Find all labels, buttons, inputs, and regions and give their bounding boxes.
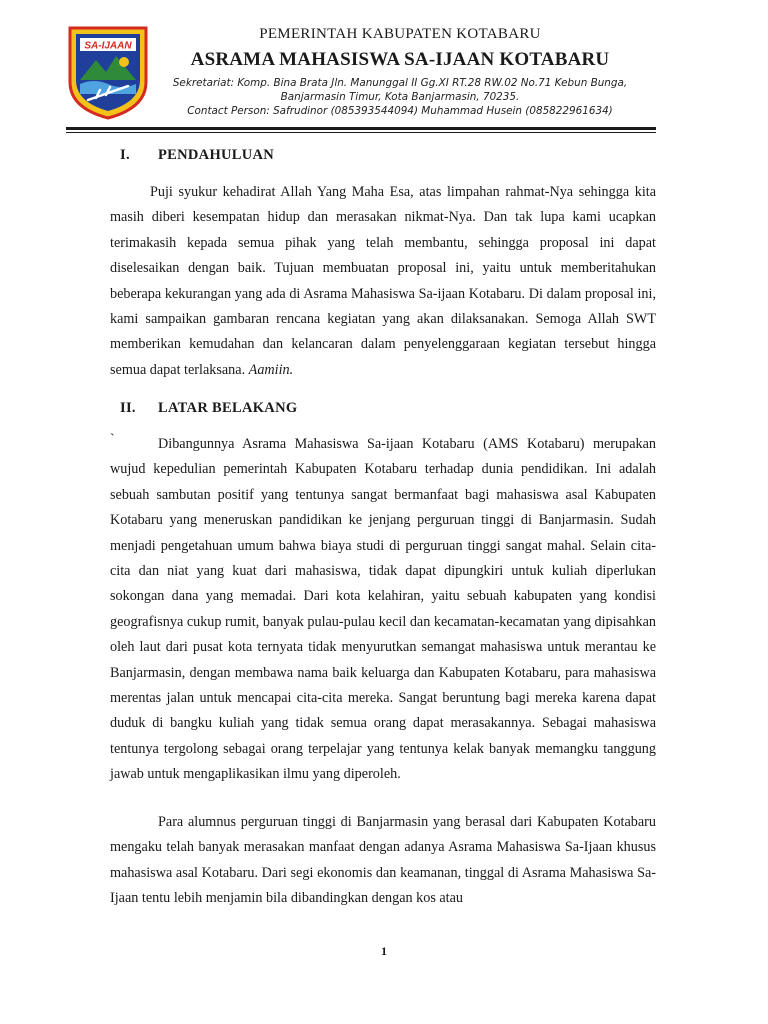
paragraph-pendahuluan	[110, 180, 656, 383]
page-number: 1	[381, 944, 387, 958]
letterhead-rule-thick	[66, 127, 656, 130]
paragraph-text: Puji syukur kehadirat Allah Yang Maha Esa, atas limpahan rahmat-Nya sehingga kita masih diberi kesempatan hidup dan merasakan nikmat-Nya. Dan tak lupa kami ucapkan terimakasih kepada semua pihak yang telah membantu, sehingga proposal ini dapat diselesaikan dengan baik. Tujuan membuatan proposal ini, yaitu untuk memberitahukan beberapa kekurangan yang ada di Asrama Mahasiswa Sa-ijaan Kotabaru. Di dalam proposal ini, kami sampaikan gambaran rencana kegiatan yang akan dilaksanakan. Semoga Allah SWT memberikan kemudahan dan kelancaran dalam penyelenggaraan kegiatan tersebut hingga semua dapat terlaksana.	[110, 184, 656, 378]
closing-word: Aamiin.	[248, 361, 294, 378]
government-title: PEMERINTAH KABUPATEN KOTABARU	[259, 26, 541, 42]
logo-text: SA-IJAAN	[84, 40, 132, 52]
section-number: I.	[120, 147, 130, 163]
stray-mark: `	[110, 432, 115, 447]
letterhead	[150, 26, 650, 118]
letterhead-rule-thin	[66, 132, 656, 133]
section-number: II.	[120, 400, 136, 416]
address-line-2: Banjarmasin Timur, Kota Banjarmasin, 70235.	[280, 91, 520, 103]
section-title: PENDAHULUAN	[158, 147, 275, 163]
section-title: LATAR BELAKANG	[158, 400, 298, 416]
organization-title: ASRAMA MAHASISWA SA-IJAAN KOTABARU	[190, 49, 610, 70]
paragraph-latar-belakang-2: Para alumnus perguruan tinggi di Banjarmasin yang berasal dari Kabupaten Kotabaru mengaku telah banyak merasakan manfaat dengan adanya Asrama Mahasiswa Sa-Ijaan khusus mahasiswa asal Kotabaru. Dari segi ekonomis dan keamanan, tinggal di Asrama Mahasiswa Sa-Ijaan tentu lebih menjamin bila dibandingkan dengan kos atau	[110, 814, 656, 907]
paragraph-latar-belakang-1: Dibangunnya Asrama Mahasiswa Sa-ijaan Kotabaru (AMS Kotabaru) merupakan wujud kepedulian pemerintah Kabupaten Kotabaru terhadap dunia pendidikan. Ini adalah sebuah sambutan positif yang tentunya sangat bermanfaat bagi mahasiswa asal Kabupaten Kotabaru yang meneruskan pandidikan ke jenjang perguruan tinggi di Banjarmasin. Sudah menjadi pengetahuan umum bahwa biaya studi di perguruan tinggi sangat mahal. Selain cita-cita dan niat yang kuat dari mahasiswa, tidak dapat dipungkiri untuk kuliah diperlukan sokongan dana yang memadai. Dari kota kelahiran, yaitu sebuah kabupaten yang kondisi geografisnya cukup rumit, banyak pulau-pulau kecil dan kecamatan-kecamatan yang dipisahkan oleh laut dari pusat kota ternyata tidak menyurutkan semangat mahasiswa untuk merantau ke Banjarmasin, dengan membawa nama baik keluarga dan Kabupaten Kotabaru, para mahasiswa merentas jalan untuk mencapai cita-cita mereka. Sangat beruntung bagi mereka karena dapat duduk di bangku kuliah yang tidak semua orang dapat merasakannya. Sebagai mahasiswa tentunya tergolong sebagai orang terpelajar yang tentunya kelak banyak memangku tanggung jawab untuk mengaplikasikan ilmu yang diperoleh.	[110, 436, 657, 783]
regency-logo	[66, 24, 150, 120]
contact-line: Contact Person: Safrudinor (085393544094) Muhammad Husein (085822961634)	[187, 105, 613, 117]
address-block	[150, 76, 650, 118]
address-line-1: Sekretariat: Komp. Bina Brata Jln. Manunggal II Gg.XI RT.28 RW.02 No.71 Kebun Bunga,	[172, 77, 628, 89]
